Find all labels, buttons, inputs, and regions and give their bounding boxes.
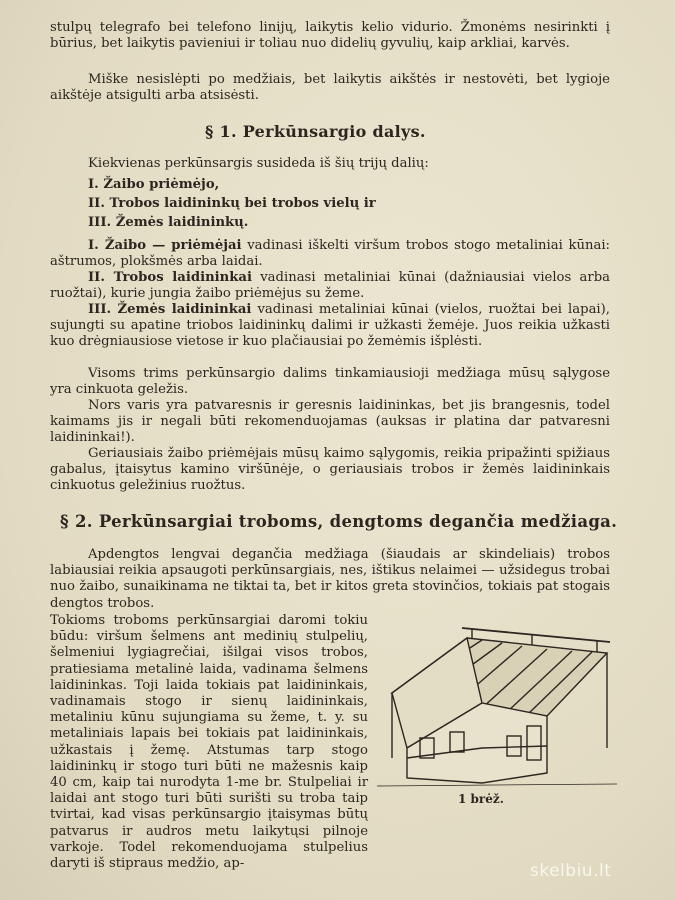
paragraph-apdengtos: Apdengtos lengvai degančia medžiaga (šiaudais ar skindeliais) trobos labiausiai reikia apsaugoti perkūnsargiais, nes, ištikus nelaimei — užsidegus trobai nuo žaibo, sunaikinama ne tiktai ta, bet ir kitos greta stovinčios, tokiais pat stogais dengtos trobos. (50, 547, 610, 611)
intro-paragraph-1: stulpų telegrafo bei telefono linijų, laikytis kelio vidurio. Žmonėms nesirinkti į būrius, bet laikytis pavieniui ir toliau nuo didelių gyvulių, kaip arkliai, karvės. (50, 20, 610, 52)
watermark: skelbiu.lt (530, 861, 612, 881)
paragraph-tokioms: Tokioms troboms perkūnsargiai daromi tokiu būdu: viršum šelmens ant medinių stulpelių, šelmeniui lygiagrečiai, išilgai visos trobos, pratiesiama metalinė laida, vadinama šelmens laidininkas. Toji laida tokiais pat laidininkais, vadinamais stogo ir sienų laidininkais, metaliniu kūnu sujungiama su žeme, t. y. su metaliniais lapais bei tokiais pat laidininkais, užkastais į žemę. Atstumas tarp stogo laidininkų ir stogo turi būti ne mažesnis kaip 40 cm, kaip tai nurodyta 1-me br. Stulpeliai ir laidai ant stogo turi būti surišti su troba taip tvirtai, kad visas perkūnsargio įtaisymas būtų patvarus ir audros metu laikytųsi pilnoje varkoje. Todel rekomenduojama stulpelius daryti iš stipraus medžio, ap- (50, 613, 368, 872)
house-lightning-rod-figure (372, 598, 622, 798)
definition-trobos-laidininkai: II. Trobos laidininkai vadinasi metaliniai kūnai (dažniausiai vielos arba ruožtai), kurie jungia žaibo priėmėjus su žeme. (50, 270, 610, 302)
list-item: I. Žaibo priėmėjo, (88, 177, 220, 192)
definition-zemes-laidininkai: III. Žemės laidininkai vadinasi metaliniai kūnai (vielos, ruožtai bei lapai), sujungti su apatine triobos laidininkų dalimi ir užkasti žemėje. Juos reikia užkasti kuo drėgniausiose vietose ir kuo plačiausiai po žemėmis išplėsti. (50, 302, 610, 350)
intro-paragraph-2: Miške nesislėpti po medžiais, bet laikytis aikštės ir nestovėti, bet lygioje aikštėje atsigulti arba atsisėsti. (50, 72, 610, 104)
section-2-heading: § 2. Perkūnsargiai troboms, dengtoms degančia medžiaga. (60, 512, 618, 531)
list-item: II. Trobos laidininkų bei trobos vielų ir (88, 196, 376, 211)
section-1-heading: § 1. Perkūnsargio dalys. (205, 122, 426, 141)
definition-zaibo-priemejai: I. Žaibo — priėmėjai vadinasi iškelti viršum trobos stogo metaliniai kūnai: aštrumos, plokšmės arba laidai. (50, 238, 610, 270)
list-item: III. Žemės laidininkų. (88, 215, 249, 230)
figure-caption: 1 brėž. (458, 792, 504, 806)
paragraph-visoms: Visoms trims perkūnsargio dalims tinkamiausioji medžiaga mūsų sąlygose yra cinkuota geležis. (50, 366, 610, 398)
paragraph-geriausiais: Geriausiais žaibo priėmėjais mūsų kaimo sąlygomis, reikia pripažinti spižiaus gabalus, įtaisytus kamino viršūnėje, o geriausiais trobos ir žemės laidininkais cinkuotus geležinius ruožtus. (50, 446, 610, 494)
section-1-lead: Kiekvienas perkūnsargis susideda iš šių trijų dalių: (88, 156, 429, 171)
paragraph-nors: Nors varis yra patvaresnis ir geresnis laidininkas, bet jis brangesnis, todel kaimams jis ir negali būti rekomenduojamas (auksas ir platina dar patvaresni laidininkai!). (50, 398, 610, 446)
